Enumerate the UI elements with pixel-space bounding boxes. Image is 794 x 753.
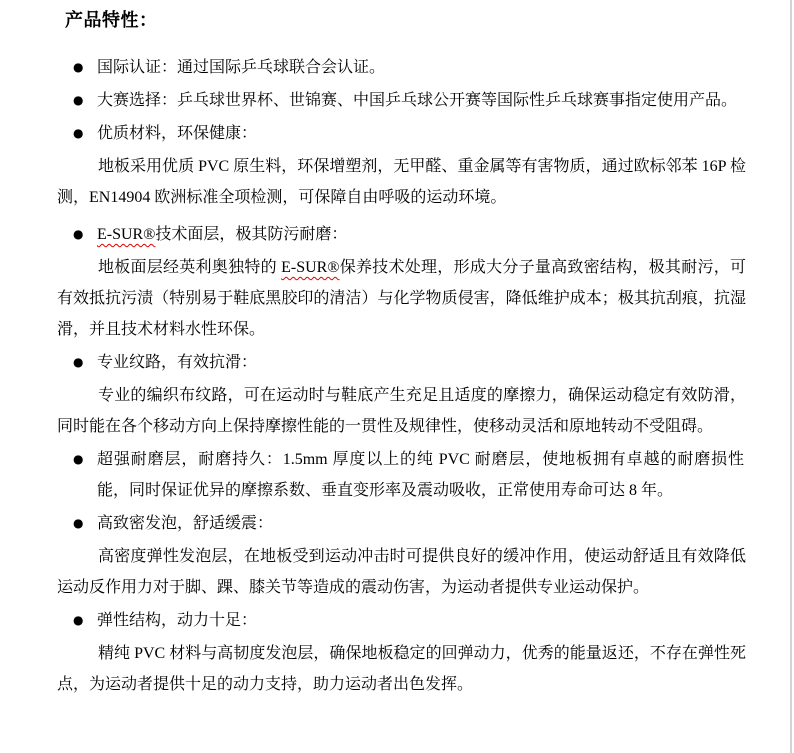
bullet-icon: ● [73, 126, 84, 140]
paragraph-text: 专业的编织布纹路，可在运动时与鞋底产生充足且适度的摩擦力，确保运动稳定有效防滑，同时能在各个移动方向上保持摩擦性能的一贯性及规律性，使移动灵活和原地转动不受阻碍。 [57, 387, 746, 435]
paragraph-text: 高密度弹性发泡层，在地板受到运动冲击时可提供良好的缓冲作用，使运动舒适且有效降低运动反作用力对于脚、踝、膝关节等造成的震动伤害，为运动者提供专业运动保护。 [57, 548, 746, 596]
brand-term-esur: E-SUR® [97, 226, 156, 243]
bullet-icon: ● [73, 452, 84, 466]
paragraph-esur-surface [57, 252, 746, 345]
paragraph-quality-material [57, 151, 746, 213]
bullet-icon: ● [73, 93, 84, 107]
bullet-item-quality-material [73, 118, 744, 149]
bullet-item-text: 大赛选择：乒乓球世界杯、世锦赛、中国乒乓球公开赛等国际性乒乓球赛事指定使用产品。 [97, 92, 738, 109]
bullet-item-text: 弹性结构，动力十足： [97, 612, 258, 629]
paragraph-foam-cushion [57, 541, 746, 603]
bullet-item-text: 高致密发泡，舒适缓震： [97, 515, 274, 532]
bullet-item-foam-cushion [73, 508, 744, 539]
bullet-item-event-selection [73, 85, 744, 116]
bullet-item-text: 专业纹路，有效抗滑： [97, 354, 258, 371]
paragraph-elastic-structure [57, 638, 746, 700]
bullet-icon: ● [73, 516, 84, 530]
page-edge-divider [790, 0, 792, 753]
brand-term-esur: E-SUR® [281, 259, 340, 276]
paragraph-text: 保养技术处理，形成大分子量高致密结构，极其耐污，可有效抵抗污渍（特别易于鞋底黑胶印的清洁）与化学物质侵害，降低维护成本；极其抗刮痕，抗湿滑，并且技术材料水性环保。 [57, 259, 746, 338]
bullet-item-text: 优质材料，环保健康： [97, 125, 258, 142]
bullet-icon: ● [73, 355, 84, 369]
bullet-item-elastic-structure [73, 605, 744, 636]
bullet-item-esur-surface [73, 219, 744, 250]
bullet-item-international-cert [73, 52, 744, 83]
bullet-item-text: 国际认证：通过国际乒乓球联合会认证。 [97, 59, 386, 76]
paragraph-text: 地板面层经英利奥独特的 [98, 259, 282, 276]
paragraph-texture-antislip [57, 380, 746, 442]
bullet-item-text: 技术面层，极其防污耐磨： [155, 226, 348, 243]
paragraph-text: 地板采用优质 PVC 原生料，环保增塑剂，无甲醛、重金属等有害物质，通过欧标邻苯 16P 检测，EN14904 欧洲标准全项检测，可保障自由呼吸的运动环境。 [57, 158, 746, 206]
paragraph-text: 精纯 PVC 材料与高韧度发泡层，确保地板稳定的回弹动力，优秀的能量返还，不存在弹性死点，为运动者提供十足的动力支持，助力运动者出色发挥。 [57, 645, 746, 693]
page-title: 产品特性： [65, 10, 158, 30]
bullet-icon: ● [73, 227, 84, 241]
bullet-icon: ● [73, 613, 84, 627]
bullet-item-texture-antislip [73, 347, 744, 378]
bullet-item-text: 超强耐磨层，耐磨持久：1.5mm 厚度以上的纯 PVC 耐磨层，使地板拥有卓越的耐磨损性能，同时保证优异的摩擦系数、垂直变形率及震动吸收，正常使用寿命可达 8 年。 [97, 451, 744, 499]
bullet-item-wear-layer [73, 444, 744, 506]
bullet-icon: ● [73, 60, 84, 74]
